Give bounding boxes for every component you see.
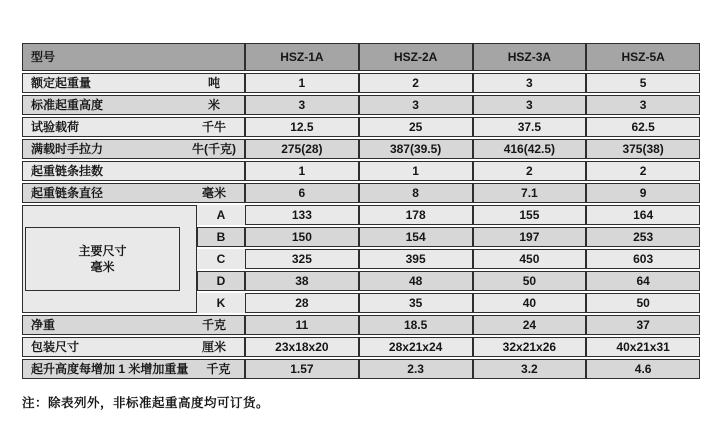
row-unit: 牛(千克) bbox=[192, 142, 236, 156]
value-cell: 387(39.5) bbox=[359, 139, 473, 159]
header-cell-model bbox=[22, 43, 245, 71]
row-chain-diameter bbox=[22, 183, 700, 203]
value-cell: 603 bbox=[586, 249, 700, 269]
value-cell: 6 bbox=[245, 183, 359, 203]
row-unit: 千牛 bbox=[201, 120, 226, 134]
dim-letter-a: A bbox=[197, 205, 245, 225]
value-cell: 4.6 bbox=[586, 359, 700, 379]
value-cell: 38 bbox=[245, 271, 359, 291]
value-cell: 1.57 bbox=[245, 359, 359, 379]
value-cell: 133 bbox=[245, 205, 359, 225]
value-cell: 32x21x26 bbox=[473, 337, 587, 357]
row-unit: 千克 bbox=[201, 318, 226, 332]
row-standard-lift-height bbox=[22, 95, 700, 115]
value-cell: 2 bbox=[359, 73, 473, 93]
value-cell: 395 bbox=[359, 249, 473, 269]
dim-letter-c: C bbox=[197, 249, 245, 269]
value-cell: 9 bbox=[586, 183, 700, 203]
value-cell: 3.2 bbox=[473, 359, 587, 379]
hoist-spec-table bbox=[22, 43, 700, 381]
value-cell: 40x21x31 bbox=[586, 337, 700, 357]
value-cell: 155 bbox=[473, 205, 587, 225]
row-unit: 千克 bbox=[206, 362, 231, 376]
main-dimensions-title-box bbox=[25, 227, 180, 291]
value-cell: 275(28) bbox=[245, 139, 359, 159]
row-label-cell bbox=[22, 315, 245, 335]
footnote: 注：除表列外，非标准起重高度均可订货。 bbox=[22, 396, 270, 410]
value-cell: 2 bbox=[473, 161, 587, 181]
value-cell: 37 bbox=[586, 315, 700, 335]
value-cell: 50 bbox=[586, 293, 700, 313]
value-cell: 24 bbox=[473, 315, 587, 335]
value-cell: 12.5 bbox=[245, 117, 359, 137]
row-label: 满载时手拉力 bbox=[31, 142, 104, 156]
dim-letter-k: K bbox=[197, 293, 245, 313]
value-cell: 3 bbox=[586, 95, 700, 115]
main-dimensions-block bbox=[22, 205, 700, 313]
row-label-cell bbox=[22, 73, 245, 93]
row-label: 起重链条挂数 bbox=[31, 164, 104, 178]
row-test-load bbox=[22, 117, 700, 137]
model-column-label: 型号 bbox=[31, 50, 56, 64]
value-cell: 325 bbox=[245, 249, 359, 269]
value-cell: 25 bbox=[359, 117, 473, 137]
main-dimensions-unit: 毫米 bbox=[90, 260, 115, 274]
row-label: 净重 bbox=[31, 318, 56, 332]
row-label-cell bbox=[22, 337, 245, 357]
value-cell: 7.1 bbox=[473, 183, 587, 203]
value-cell: 28x21x24 bbox=[359, 337, 473, 357]
value-cell: 178 bbox=[359, 205, 473, 225]
value-cell: 416(42.5) bbox=[473, 139, 587, 159]
value-cell: 3 bbox=[473, 73, 587, 93]
row-unit: 毫米 bbox=[201, 186, 226, 200]
row-unit: 米 bbox=[207, 98, 220, 112]
row-label: 标准起重高度 bbox=[31, 98, 104, 112]
row-unit: 厘米 bbox=[201, 340, 226, 354]
row-label: 额定起重量 bbox=[31, 76, 92, 90]
value-cell: 23x18x20 bbox=[245, 337, 359, 357]
value-cell: 8 bbox=[359, 183, 473, 203]
value-cell: 1 bbox=[245, 73, 359, 93]
row-rated-capacity bbox=[22, 73, 700, 93]
row-label: 起升高度每增加 1 米增加重量 bbox=[31, 362, 189, 376]
value-cell: 37.5 bbox=[473, 117, 587, 137]
row-net-weight bbox=[22, 315, 700, 335]
row-label-cell bbox=[22, 161, 245, 181]
header-cell-hsz-3a: HSZ-3A bbox=[473, 43, 587, 71]
row-chain-falls bbox=[22, 161, 700, 181]
table-header-row bbox=[22, 43, 700, 71]
row-label-cell bbox=[22, 139, 245, 159]
header-cell-hsz-5a: HSZ-5A bbox=[586, 43, 700, 71]
value-cell: 3 bbox=[359, 95, 473, 115]
row-label: 试验载荷 bbox=[31, 120, 80, 134]
value-cell: 3 bbox=[473, 95, 587, 115]
row-label: 包装尺寸 bbox=[31, 340, 80, 354]
value-cell: 40 bbox=[473, 293, 587, 313]
row-extra-weight-per-metre bbox=[22, 359, 700, 379]
value-cell: 62.5 bbox=[586, 117, 700, 137]
value-cell: 154 bbox=[359, 227, 473, 247]
header-cell-hsz-2a: HSZ-2A bbox=[359, 43, 473, 71]
main-dimensions-merged-cell bbox=[22, 205, 197, 313]
value-cell: 375(38) bbox=[586, 139, 700, 159]
header-cell-hsz-1a: HSZ-1A bbox=[245, 43, 359, 71]
value-cell: 2 bbox=[586, 161, 700, 181]
value-cell: 5 bbox=[586, 73, 700, 93]
row-label-cell bbox=[22, 95, 245, 115]
value-cell: 50 bbox=[473, 271, 587, 291]
dim-letter-d: D bbox=[197, 271, 245, 291]
row-label: 起重链条直径 bbox=[31, 186, 104, 200]
main-dimensions-title: 主要尺寸 bbox=[78, 243, 127, 258]
row-hand-pull-full-load bbox=[22, 139, 700, 159]
value-cell: 164 bbox=[586, 205, 700, 225]
value-cell: 450 bbox=[473, 249, 587, 269]
value-cell: 197 bbox=[473, 227, 587, 247]
value-cell: 64 bbox=[586, 271, 700, 291]
row-label-cell bbox=[22, 183, 245, 203]
value-cell: 48 bbox=[359, 271, 473, 291]
row-unit: 吨 bbox=[207, 76, 220, 90]
value-cell: 3 bbox=[245, 95, 359, 115]
dim-letter-b: B bbox=[197, 227, 245, 247]
value-cell: 150 bbox=[245, 227, 359, 247]
value-cell: 253 bbox=[586, 227, 700, 247]
value-cell: 1 bbox=[359, 161, 473, 181]
value-cell: 35 bbox=[359, 293, 473, 313]
value-cell: 18.5 bbox=[359, 315, 473, 335]
value-cell: 1 bbox=[245, 161, 359, 181]
row-packing-size bbox=[22, 337, 700, 357]
value-cell: 28 bbox=[245, 293, 359, 313]
row-label-cell bbox=[22, 359, 245, 379]
value-cell: 11 bbox=[245, 315, 359, 335]
value-cell: 2.3 bbox=[359, 359, 473, 379]
row-label-cell bbox=[22, 117, 245, 137]
